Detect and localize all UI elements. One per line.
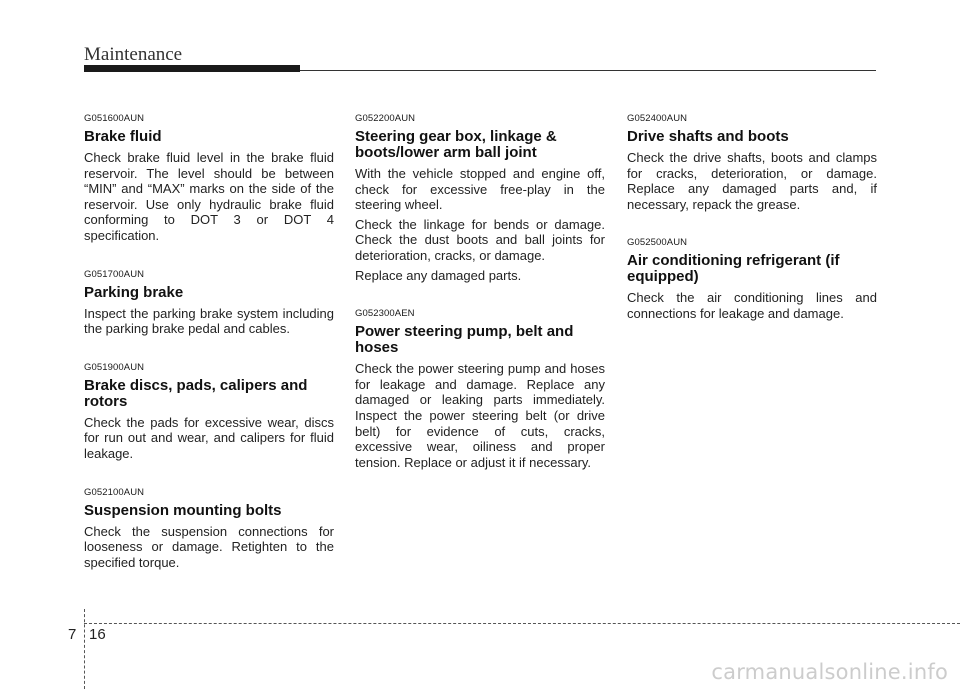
section-code: G051600AUN [84,113,145,124]
section-brake-fluid [84,113,334,244]
section-brake-discs [84,362,334,462]
section-power-steering [355,308,605,470]
section-paragraph: Replace any damaged parts. [355,267,522,283]
section-paragraph: Check brake fluid level in the brake fluid reservoir. The level should be between “MIN” and “MAX” marks on the side of the reservoir. Use only hydraulic brake fluid conforming to DOT 3 or DOT 4 specification. [84,150,334,243]
section-heading: Suspension mounting bolts [84,501,282,519]
footer-divider-vertical [84,609,85,689]
section-code: G052400AUN [627,113,688,124]
chapter-number: 7 [68,626,77,643]
section-heading: Steering gear box, linkage & boots/lower arm ball joint [355,128,557,161]
section-code: G051700AUN [84,268,145,280]
section-code: G052100AUN [84,486,145,498]
section-paragraph: Check the drive shafts, boots and clamps for cracks, deterioration, or damage. Replace any damaged parts and, if necessary, repack the grease. [627,150,877,212]
section-drive-shafts [627,113,877,212]
section-heading: Brake fluid [84,128,162,145]
section-paragraph: Inspect the parking brake system including the parking brake pedal and cables. [84,305,334,337]
section-code: G052300AEN [355,308,415,320]
section-heading: Air conditioning refrigerant (if equipped) [627,252,840,286]
page-number: 16 [89,626,106,643]
section-parking-brake [84,269,334,337]
section-heading: Drive shafts and boots [627,128,789,145]
header-bar [84,65,300,72]
section-code: G052200AUN [355,113,416,124]
section-code: G051900AUN [84,361,145,373]
section-steering-gear [355,113,605,283]
section-paragraph: Check the linkage for bends or damage. Check the dust boots and ball joints for deterioration, cracks, or damage. [355,216,605,263]
page-title: Maintenance [84,44,183,65]
section-code: G052500AUN [627,237,688,249]
section-paragraph: Check the suspension connections for looseness or damage. Retighten to the specified torque. [84,523,334,570]
section-heading: Parking brake [84,283,184,301]
section-air-conditioning [627,237,877,321]
section-heading: Brake discs, pads, calipers and rotors [84,376,308,410]
section-suspension-bolts [84,487,334,571]
section-heading: Power steering pump, belt and hoses [355,323,574,357]
column-1 [84,113,334,595]
column-3 [627,113,877,347]
watermark: carmanualsonline.info [711,660,948,684]
section-paragraph: With the vehicle stopped and engine off, check for excessive free-play in the steering wheel. [355,166,605,213]
column-2 [355,113,605,495]
section-paragraph: Check the air conditioning lines and connections for leakage and damage. [627,290,877,321]
header-rule [300,70,876,71]
footer-divider-horizontal [84,623,960,624]
section-paragraph: Check the power steering pump and hoses for leakage and damage. Replace any damaged or leaking parts immediately. Inspect the power steering belt (or drive belt) for evidence of cuts, cracks, excessive wear, oiliness and proper tension. Replace or adjust it if necessary. [355,361,605,470]
section-paragraph: Check the pads for excessive wear, discs for run out and wear, and calipers for fluid leakage. [84,414,334,461]
